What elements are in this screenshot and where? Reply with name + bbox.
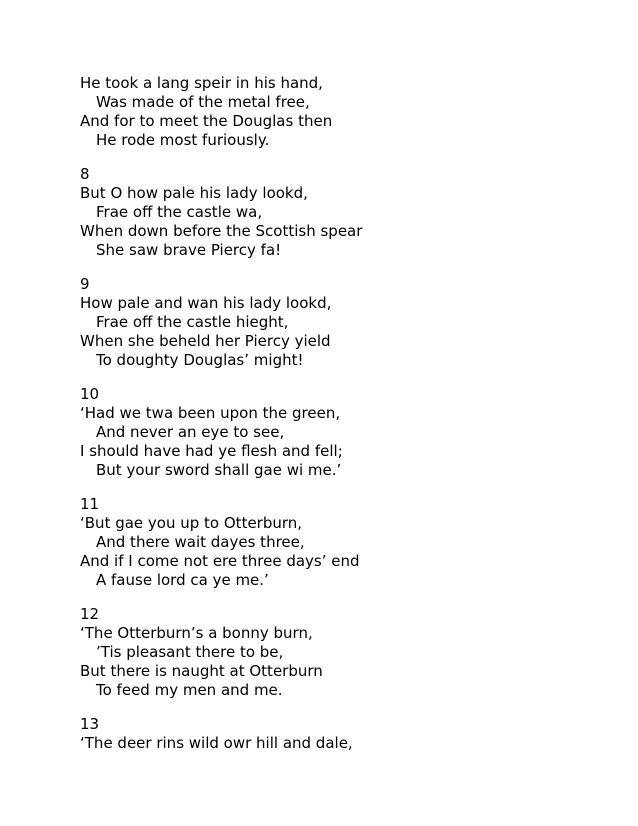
verse-line: Was made of the metal free, (96, 93, 310, 111)
verse-line: But your sword shall gae wi me.’ (96, 461, 342, 479)
verse-line: A fause lord ca ye me.’ (96, 571, 269, 589)
verse-line: ‘Had we twa been upon the green, (80, 404, 341, 422)
verse-line: He rode most furiously. (96, 131, 270, 149)
stanza-number: 8 (80, 165, 90, 183)
verse-line: To doughty Douglas’ might! (96, 351, 304, 369)
verse-line: How pale and wan his lady lookd, (80, 294, 332, 312)
verse-line: When down before the Scottish spear (80, 222, 363, 240)
verse-line: I should have had ye flesh and fell; (80, 442, 343, 460)
poem-page (80, 74, 600, 753)
verse-line: And there wait dayes three, (96, 533, 305, 551)
verse-line: And never an eye to see, (96, 423, 285, 441)
stanza (80, 605, 600, 700)
stanza (80, 385, 600, 480)
verse-line: She saw brave Piercy fa! (96, 241, 282, 259)
verse-line: ‘But gae you up to Otterburn, (80, 514, 303, 532)
verse-line: Frae off the castle wa, (96, 203, 263, 221)
verse-line: When she beheld her Piercy yield (80, 332, 331, 350)
stanza (80, 495, 600, 590)
verse-line: He took a lang speir in his hand, (80, 74, 323, 92)
stanza-number: 12 (80, 605, 100, 623)
verse-line: Frae off the castle hieght, (96, 313, 289, 331)
stanza (80, 74, 600, 150)
verse-line: But O how pale his lady lookd, (80, 184, 308, 202)
stanza (80, 275, 600, 370)
verse-line: And for to meet the Douglas then (80, 112, 333, 130)
verse-line: To feed my men and me. (96, 681, 283, 699)
stanza-number: 13 (80, 715, 100, 733)
verse-line: ‘The deer rins wild owr hill and dale, (80, 734, 353, 752)
stanza-number: 10 (80, 385, 100, 403)
verse-line: And if I come not ere three days’ end (80, 552, 360, 570)
verse-line: ’Tis pleasant there to be, (96, 643, 284, 661)
verse-line: ‘The Otterburn’s a bonny burn, (80, 624, 313, 642)
stanza-number: 9 (80, 275, 90, 293)
stanza-number: 11 (80, 495, 100, 513)
stanza (80, 715, 600, 753)
stanza (80, 165, 600, 260)
verse-line: But there is naught at Otterburn (80, 662, 323, 680)
